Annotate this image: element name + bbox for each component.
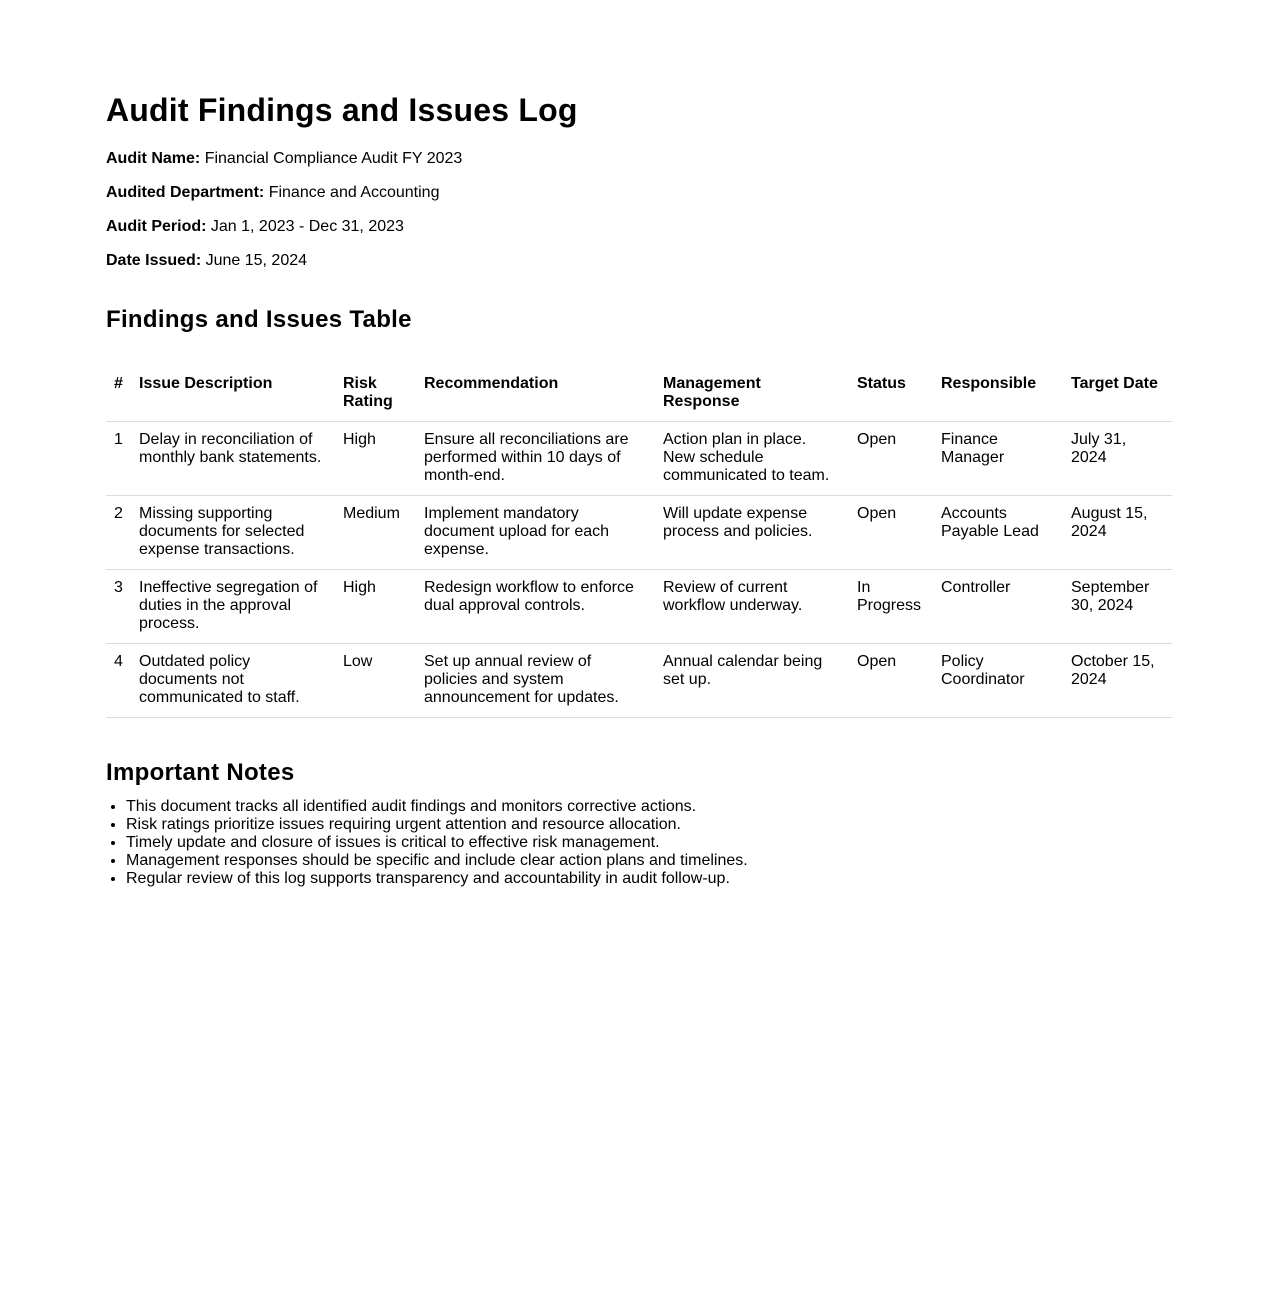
meta-department-value: Finance and Accounting — [268, 184, 440, 201]
meta-audit-name — [106, 149, 462, 169]
cell-management-response: Review of current workflow underway. — [655, 570, 849, 644]
cell-risk-rating: High — [335, 422, 416, 496]
notes-heading: Important Notes — [106, 759, 295, 786]
col-header-risk-rating: Risk Rating — [335, 366, 416, 422]
notes-list — [106, 798, 748, 888]
col-header-recommendation: Recommendation — [416, 366, 655, 422]
list-item: • Regular review of this log supports transparency and accountability in audit follow-up. — [126, 870, 748, 888]
cell-status: Open — [849, 496, 933, 570]
meta-department-label: Audited Department: — [106, 184, 265, 201]
cell-risk-rating: High — [335, 570, 416, 644]
table-row — [106, 570, 1172, 644]
cell-responsible: Accounts Payable Lead — [933, 496, 1063, 570]
meta-department — [106, 183, 439, 203]
cell-management-response: Annual calendar being set up. — [655, 644, 849, 718]
cell-recommendation: Ensure all reconciliations are performed within 10 days of month-end. — [416, 422, 655, 496]
list-item: • Timely update and closure of issues is critical to effective risk management. — [126, 834, 748, 852]
col-header-status: Status — [849, 366, 933, 422]
cell-number: 4 — [106, 644, 131, 718]
col-header-issue-description: Issue Description — [131, 366, 335, 422]
findings-table — [106, 366, 1172, 718]
col-header-responsible: Responsible — [933, 366, 1063, 422]
cell-target-date: August 15, 2024 — [1063, 496, 1172, 570]
meta-audit-name-label: Audit Name: — [106, 150, 201, 167]
cell-number: 1 — [106, 422, 131, 496]
cell-responsible: Finance Manager — [933, 422, 1063, 496]
cell-recommendation: Set up annual review of policies and system announcement for updates. — [416, 644, 655, 718]
cell-recommendation: Redesign workflow to enforce dual approval controls. — [416, 570, 655, 644]
cell-status: In Progress — [849, 570, 933, 644]
list-item: • This document tracks all identified audit findings and monitors corrective actions. — [126, 798, 748, 816]
cell-issue-description: Outdated policy documents not communicated to staff. — [131, 644, 335, 718]
cell-issue-description: Missing supporting documents for selected expense transactions. — [131, 496, 335, 570]
cell-number: 3 — [106, 570, 131, 644]
col-header-management-response: Management Response — [655, 366, 849, 422]
cell-risk-rating: Low — [335, 644, 416, 718]
cell-target-date: October 15, 2024 — [1063, 644, 1172, 718]
meta-date-issued-value: June 15, 2024 — [205, 252, 308, 269]
page-title: Audit Findings and Issues Log — [106, 92, 578, 128]
meta-audit-period-label: Audit Period: — [106, 218, 207, 235]
meta-date-issued — [106, 251, 307, 271]
cell-issue-description: Ineffective segregation of duties in the approval process. — [131, 570, 335, 644]
table-header-row — [106, 366, 1172, 422]
cell-recommendation: Implement mandatory document upload for each expense. — [416, 496, 655, 570]
cell-status: Open — [849, 644, 933, 718]
list-item: • Risk ratings prioritize issues requiring urgent attention and resource allocation. — [126, 816, 748, 834]
table-row — [106, 422, 1172, 496]
cell-responsible: Controller — [933, 570, 1063, 644]
cell-management-response: Action plan in place. New schedule communicated to team. — [655, 422, 849, 496]
table-row — [106, 496, 1172, 570]
col-header-target-date: Target Date — [1063, 366, 1172, 422]
list-item: • Management responses should be specific and include clear action plans and timelines. — [126, 852, 748, 870]
meta-date-issued-label: Date Issued: — [106, 252, 202, 269]
meta-audit-period — [106, 217, 404, 237]
table-heading: Findings and Issues Table — [106, 306, 412, 333]
cell-management-response: Will update expense process and policies. — [655, 496, 849, 570]
cell-target-date: July 31, 2024 — [1063, 422, 1172, 496]
cell-issue-description: Delay in reconciliation of monthly bank statements. — [131, 422, 335, 496]
table-row — [106, 644, 1172, 718]
cell-status: Open — [849, 422, 933, 496]
cell-number: 2 — [106, 496, 131, 570]
cell-target-date: September 30, 2024 — [1063, 570, 1172, 644]
meta-audit-period-value: Jan 1, 2023 - Dec 31, 2023 — [210, 218, 404, 235]
cell-risk-rating: Medium — [335, 496, 416, 570]
cell-responsible: Policy Coordinator — [933, 644, 1063, 718]
col-header-number: # — [106, 366, 131, 422]
meta-audit-name-value: Financial Compliance Audit FY 2023 — [204, 150, 463, 167]
